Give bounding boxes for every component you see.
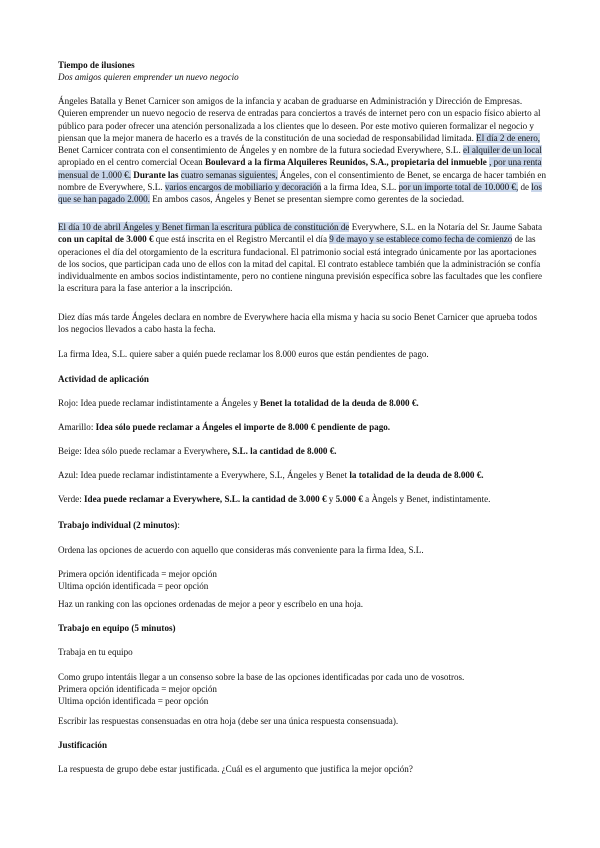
p1-highlight-3: , por una renta mensual de 1.000 €.: [58, 157, 542, 180]
p2-text-2: que está inscrita en el Registro Mercantil el día: [153, 234, 330, 245]
p1-highlight-6: por un importe total de 10.000 €,: [398, 182, 519, 193]
p2-text-1: Everywhere, S.L. en la Notaría del Sr. Jaume Sabata: [349, 222, 543, 232]
option-verde-bold-2: 5.000 €: [335, 494, 363, 504]
p1-highlight-2: el alquiler de un local: [463, 145, 542, 156]
option-beige-text: Beige: Idea sólo puede reclamar a Everywhere: [58, 446, 228, 456]
option-azul-bold: la totalidad de la deuda de 8.000 €.: [349, 470, 484, 480]
instruction-trabaja: Trabaja en tu equipo: [58, 647, 133, 657]
activity-heading: Actividad de aplicación: [58, 374, 149, 384]
option-amarillo-bold: Idea sólo puede reclamar a Ángeles el importe de 8.000 € pendiente de pago.: [95, 422, 391, 432]
individual-work-heading-colon: :: [177, 520, 180, 530]
instruction-primera-2: Primera opción identificada = mejor opción: [58, 684, 217, 694]
option-verde: [58, 493, 546, 505]
instruction-ranking: Haz un ranking con las opciones ordenadas de mejor a peor y escríbelo en una hoja.: [58, 599, 364, 609]
p1-text-3: apropiado en el centro comercial Ocean: [58, 157, 205, 168]
case-paragraph-2: [58, 221, 546, 295]
p1-bold-1: Boulevard a la firma Alquileres Reunidos, S.A., propietaria del inmueble: [204, 157, 490, 168]
justification-heading: Justificación: [58, 740, 108, 750]
case-paragraph-1: [58, 95, 546, 206]
p1-highlight-4: cuatro semanas siguientes,: [180, 169, 278, 180]
option-amarillo-text: Amarillo:: [58, 422, 96, 432]
option-verde-text: Verde:: [58, 494, 85, 504]
p1-text-1: Ángeles Batalla y Benet Carnicer son amigos de la infancia y acaban de graduarse en Administración y Dirección de Empresas. Quieren emprender un nuevo negocio de reserva de entradas para conciertos a través de internet pero con un espacio físico abierto al público para poder ofrecer una atención personalizada a los clientes que lo deseen. Por este motivo quieren formalizar el negocio y piensan que la mejor manera de hacerlo es a través de la constitución de una sociedad de responsabilidad limitada.: [58, 96, 541, 143]
option-beige-bold: , S.L. la cantidad de 8.000 €.: [227, 446, 337, 456]
instruction-ordena: Ordena las opciones de acuerdo con aquello que consideras más conveniente para la firma Idea, S.L.: [58, 545, 424, 555]
p1-text-6: de: [518, 182, 532, 193]
individual-work-heading-text: Trabajo individual (2 minutos): [58, 520, 178, 530]
p1-highlight-5: varios encargos de mobiliario y decoración: [164, 182, 322, 193]
p1-highlight-7: los que se han pagado 2.000.: [58, 182, 542, 205]
option-verde-bold: Idea puede reclamar a Everywhere, S.L. la cantidad de 3.000 €: [84, 494, 327, 504]
document-title: Tiempo de ilusiones: [58, 60, 135, 70]
instruction-ultima-1: Ultima opción identificada = peor opción: [58, 581, 209, 591]
p2-highlight-1: El día 10 de abril Ángeles y Benet firman la escritura pública de constitución de: [58, 222, 350, 232]
option-rojo: [58, 397, 546, 409]
option-rojo-bold: Benet la totalidad de la deuda de 8.000 €.: [260, 398, 419, 408]
option-verde-mid: y: [326, 494, 336, 504]
p2-highlight-2: 9 de mayo y se establece como fecha de comienzo: [329, 234, 513, 245]
individual-work-heading: [58, 519, 546, 531]
p1-text-7: En ambos casos, Ángeles y Benet se presentan siempre como gerentes de la sociedad.: [149, 194, 465, 205]
instruction-primera-1: Primera opción identificada = mejor opción: [58, 569, 217, 579]
option-rojo-text: Rojo: Idea puede reclamar indistintamente a Ángeles y: [58, 398, 261, 408]
p2-text-3: de las operaciones el día del otorgamiento de la escritura fundacional. El patrimonio social está integrado únicamente por las aportaciones de los socios, que participan cada uno de ellos con la mitad del capital. El contrato establece también que la administración se confía individualmente en ambos socios indistintamente, pero no contiene ninguna previsión específica sobre las facultades que les confiere la escritura para la fase anterior a la inscripción.: [58, 234, 543, 294]
p1-text-5: a la firma Idea, S.L.: [321, 182, 399, 193]
p1-text-2: Benet Carnicer contrata con el consentimiento de Ángeles y en nombre de la futura sociedad Everywhere, S.L.: [58, 145, 464, 156]
p1-highlight-1: El día 2 de enero,: [476, 132, 541, 143]
case-paragraph-4: La firma Idea, S.L. quiere saber a quién puede reclamar los 8.000 euros que están pendientes de pago.: [58, 349, 429, 359]
document-subtitle: Dos amigos quieren emprender un nuevo negocio: [58, 72, 239, 82]
team-work-heading: Trabajo en equipo (5 minutos): [58, 623, 176, 633]
option-azul: [58, 469, 546, 481]
instruction-respuesta: La respuesta de grupo debe estar justificada. ¿Cuál es el argumento que justifica la mejor opción?: [58, 764, 413, 774]
case-paragraph-3: Diez días más tarde Ángeles declara en nombre de Everywhere hacia ella misma y hacia su socio Benet Carnicer que aprueba todos los negocios llevados a cabo hasta la fecha.: [58, 312, 537, 335]
option-verde-post: a Àngels y Benet, indistintamente.: [362, 494, 491, 504]
option-amarillo: [58, 421, 546, 433]
option-beige: [58, 445, 546, 457]
p2-bold-1: con un capital de 3.000 €: [58, 234, 154, 245]
p1-text-4: Ángeles, con el consentimiento de Benet, se encarga de hacer también en nombre de Everywhere, S.L.: [58, 169, 547, 193]
instruction-escribir: Escribir las respuestas consensuadas en otra hoja (debe ser una única respuesta consensuada).: [58, 716, 399, 726]
p1-bold-2: Durante las: [131, 169, 179, 180]
option-azul-text: Azul: Idea puede reclamar indistintamente a Everywhere, S.L, Ángeles y Benet: [58, 470, 350, 480]
instruction-consenso: Como grupo intentáis llegar a un consenso sobre la base de las opciones identificadas por cada uno de vosotros.: [58, 672, 465, 682]
instruction-ultima-2: Ultima opción identificada = peor opción: [58, 696, 209, 706]
